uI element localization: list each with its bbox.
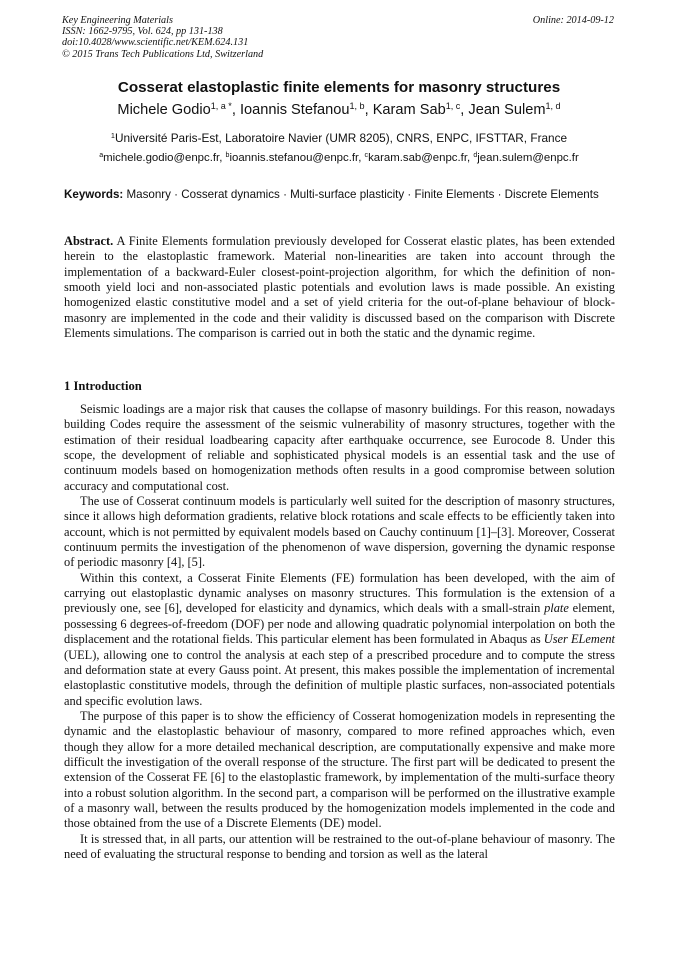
email-mark: d [473, 152, 478, 160]
keywords-text: Masonry · Cosserat dynamics · Multi-surface plasticity · Finite Elements · Discrete Elements [123, 188, 599, 201]
journal-name: Key Engineering Materials [62, 15, 173, 26]
paragraph [64, 571, 615, 709]
journal-header [62, 15, 614, 60]
introduction-body [64, 402, 615, 862]
email-mark: a [99, 152, 104, 160]
author-affil-mark: 1, d [545, 101, 561, 112]
author-name: Karam Sab [372, 102, 446, 118]
abstract-text: A Finite Elements formulation previously developed for Cosserat elastic plates, has been extended herein to the elastoplastic framework. Material non-linearities are taken into account through the implementation of a backward-Euler closest-point-projection algorithm, for which the definition of non-smooth yield loci and non-associated plastic potentials and evolution laws is made possible. An existing homogenized elastic constitutive model and a set of yield criteria for the out-of-plane behaviour of block-masonry are implemented in the code and their validity is discussed based on the comparison with Discrete Elements simulations. The comparison is carried out in both the static and the dynamic regime. [64, 234, 615, 341]
affiliation [0, 131, 678, 145]
author-affil-mark: 1, b [349, 101, 365, 112]
email-address: michele.godio@enpc.fr [103, 152, 220, 164]
author-name: Jean Sulem [468, 102, 546, 118]
section-heading: 1 Introduction [64, 379, 142, 393]
paper-title: Cosserat elastoplastic finite elements for masonry structures [117, 79, 561, 96]
author-name: Ioannis Stefanou [239, 102, 350, 118]
author-name: Michele Godio [117, 102, 211, 118]
italic-term: User ELement [543, 632, 615, 647]
affiliation-text: Université Paris-Est, Laboratoire Navier (UMR 8205), CNRS, ENPC, IFSTTAR, France [114, 131, 568, 145]
email-address: jean.sulem@enpc.fr [477, 152, 579, 164]
italic-term: plate [544, 601, 569, 616]
email-list: $^a$michele.godio@enpc.fr, $^b$ioannis.stefanou@enpc.fr, $^c$karam.sab@enpc.fr, $^d$jean.sulem@enpc.fr [99, 152, 579, 164]
abstract-label: Abstract. [64, 234, 114, 248]
online-date: Online: 2014-09-12 [532, 15, 614, 26]
keywords-label: Keywords: [64, 188, 124, 201]
paragraph-text: Within this context, a Cosserat Finite Elements (FE) formulation has been developed, with the aim of carrying out elastoplastic dynamic analyses on masonry structures. This formulation is the extension of a previously one, see [6], developed for elasticity and dynamics, which deals with a small-strain [64, 570, 615, 616]
issn-line: ISSN: 1662-9795, Vol. 624, pp 131-138 [62, 26, 223, 38]
author-affil-mark: 1, a * [210, 101, 232, 112]
paragraph-text: element, possessing 6 degrees-of-freedom (DOF) per node and allowing quadratic polynomial interpolation on both the displacement and the rotational fields. This particular element has been formulated in Abaqus as [64, 601, 615, 647]
abstract [64, 234, 615, 341]
email-mark: c [364, 152, 369, 160]
email-mark: b [225, 152, 230, 160]
author-affil-mark: 1, c [445, 101, 461, 112]
paragraph: Seismic loadings are a major risk that causes the collapse of masonry buildings. For this reason, nowadays building Codes require the assessment of the seismic vulnerability of masonry structures, together with the estimation of their residual loadbearing capacity after earthquake occurrence, see Eurocode 8. Under this scope, the development of reliable and sophisticated physical models is an essential task and the use of continuum models based on homogenization methods often results in a good compromise between solution accuracy and computational cost. [64, 402, 615, 493]
author-list: Michele Godio$^{1, a *}$, Ioannis Stefanou$^{1, b}$, Karam Sab$^{1, c}$, Jean Sulem$^{1, d}$ [117, 101, 561, 118]
email-address: karam.sab@enpc.fr [368, 152, 467, 164]
doi-line: doi:10.4028/www.scientific.net/KEM.624.131 [62, 37, 249, 49]
keywords [64, 187, 615, 203]
paragraph: The purpose of this paper is to show the efficiency of Cosserat homogenization models in representing the dynamic and the elastoplastic behaviour of masonry, compared to more refined approaches which, even though they allow for a more detailed mechanical description, are computationally expensive and make more difficult the investigation of the overall response of the structure. The first part will be dedicated to present the extension of the Cosserat FE [6] to the elastoplastic framework, by implementation of the multi-surface theory into a robust solution algorithm. In the second part, a comparison will be performed on the illustrative example of a masonry wall, between the results produced by the homogenization models implemented in the code and those obtained from the use of a Discrete Elements (DE) model. [64, 708, 615, 831]
email-address: ioannis.stefanou@enpc.fr [229, 152, 359, 164]
copyright-line: © 2015 Trans Tech Publications Ltd, Switzerland [62, 48, 264, 60]
paragraph-text: (UEL), allowing one to control the analysis at each step of a prescribed procedure and to compute the stress and deformation state at every Gauss point. At present, this makes possible the implementation of incremental elastoplastic constitutive models, through the definition of multiple plastic surfaces, non-associated potentials and specific evolution laws. [64, 647, 615, 708]
affiliation-mark: 1 [110, 130, 115, 140]
paragraph: The use of Cosserat continuum models is particularly well suited for the description of masonry structures, since it allows high deformation gradients, relative block rotations and scale effects to be efficiently taken into account, which is not permitted by equivalent models based on Cauchy continuum [1]–[3]. Moreover, Cosserat continuum permits the investigation of the phenomenon of wave dispersion, governing the dynamic response of periodic masonry [4], [5]. [64, 494, 615, 570]
paragraph: It is stressed that, in all parts, our attention will be restrained to the out-of-plane behaviour of masonry. The need of evaluating the structural response to bending and torsion as well as the lateral [64, 831, 615, 861]
